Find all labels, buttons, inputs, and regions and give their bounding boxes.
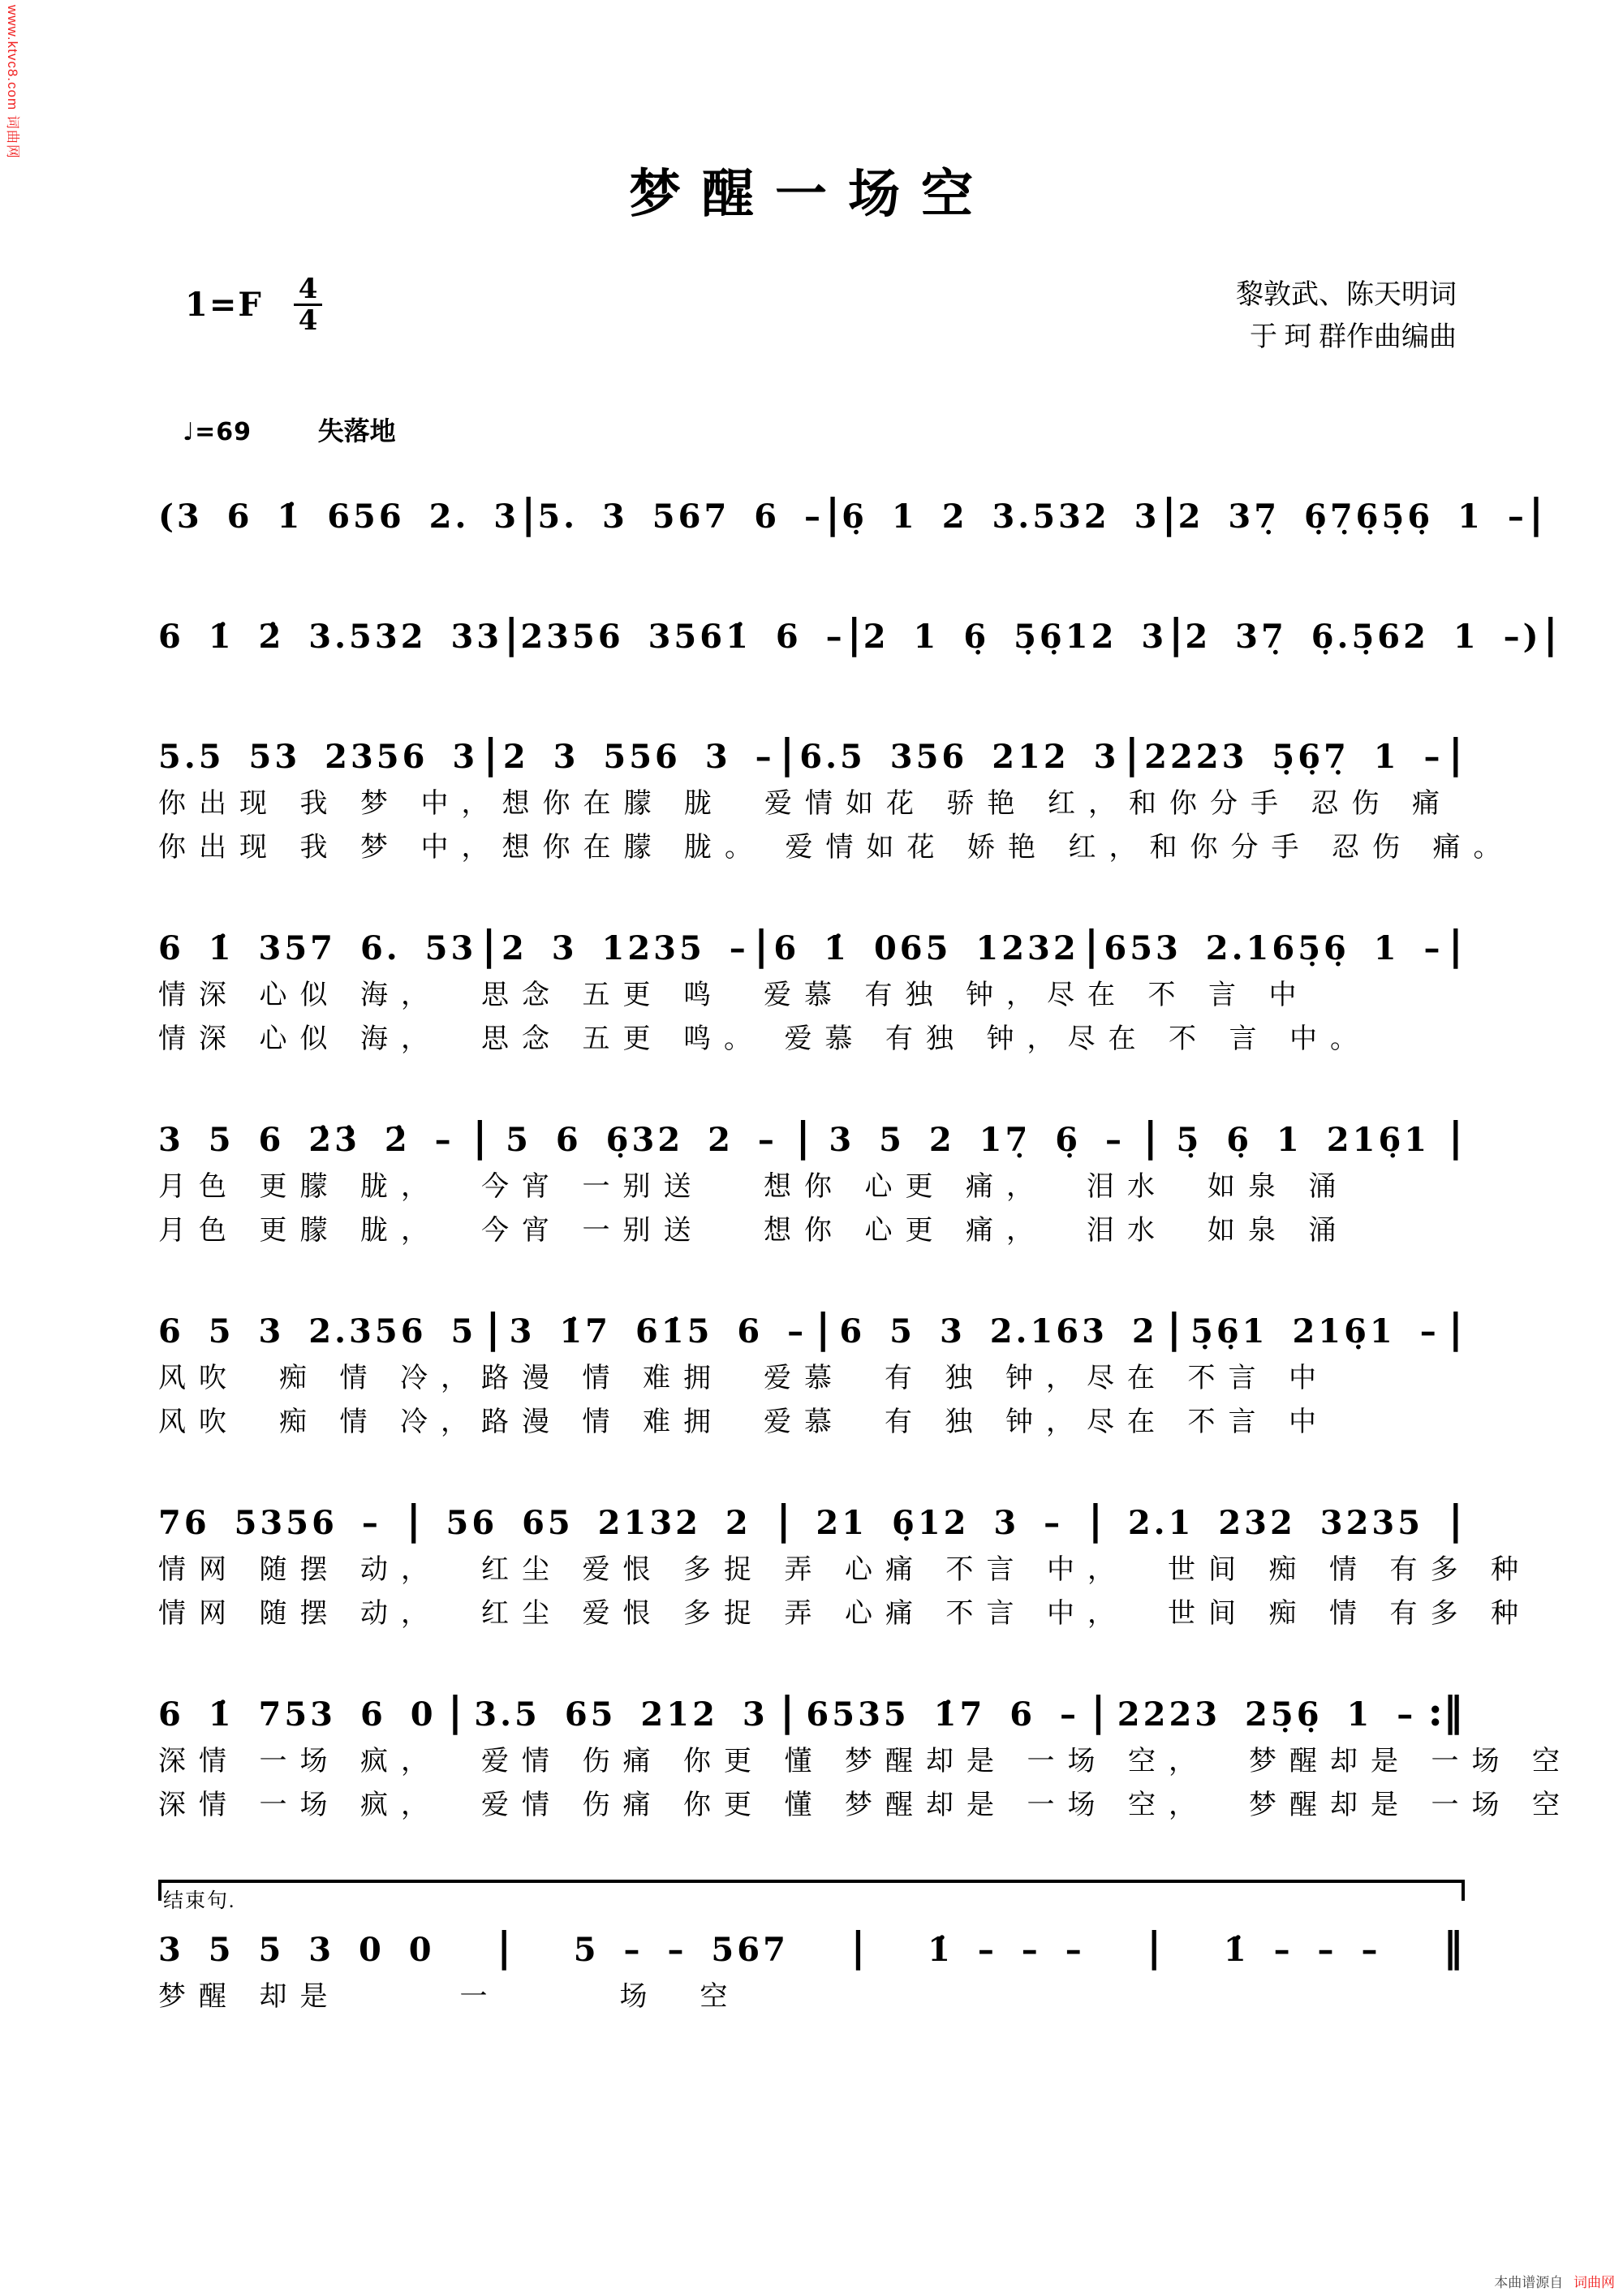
- notation-row: [158, 730, 1465, 781]
- measure: 2 3 1235 –: [501, 929, 749, 967]
- measure: 5̣6̣1 216̣1 –: [1190, 1312, 1440, 1350]
- source-prefix: 本曲谱源自: [1494, 2275, 1564, 2290]
- measure: 6̣ 1 2 3.532 3: [842, 498, 1160, 536]
- barline: |: [497, 1923, 512, 1971]
- music-line-6: [158, 1305, 1465, 1443]
- measure: 2.1 232 3235: [1127, 1504, 1424, 1542]
- measure: 3.5 65 212 3: [474, 1695, 768, 1734]
- key-time-signature: [185, 274, 322, 335]
- tempo-marking: ♩=69: [183, 418, 252, 446]
- measure: 6 5 3 2.356 5: [158, 1312, 477, 1350]
- measure: (3 6 1̇ 656 2. 3: [158, 498, 520, 536]
- measure: 2223 5̣6̣7̣ 1 –: [1144, 738, 1444, 776]
- measure: 6.5 356 212 3: [799, 738, 1120, 776]
- barline: |: [779, 730, 795, 778]
- barline: |: [1166, 1304, 1182, 1352]
- notation-row: [158, 489, 1544, 541]
- notation-row: [158, 1305, 1465, 1355]
- barline: |: [1448, 1304, 1463, 1352]
- music-line-9: [158, 1923, 1465, 2018]
- measure: 6 1̇ 753 6 0: [158, 1695, 437, 1734]
- music-line-4: [158, 922, 1465, 1060]
- watermark-site-text: www.ktvc8.com 词曲网: [5, 5, 20, 159]
- measure: 6 1̇ 2̇ 3.532 33: [158, 618, 503, 656]
- measure: 76 5356 –: [158, 1504, 381, 1542]
- barline: |: [1448, 921, 1463, 969]
- measure: 1̇ – – –: [1223, 1931, 1381, 1969]
- composer-credit: 于 珂 群作曲编曲: [1250, 322, 1457, 352]
- score: [158, 489, 1573, 2018]
- measure: 3 5 6 2̇3̇ 2̇ –: [158, 1121, 454, 1159]
- lyrics-row: 你出现 我 梦 中，想你在朦 胧 爱情如花 骄艳 红，和你分手 忍伤 痛: [158, 789, 1453, 819]
- measure: 3 5 2 17̣ 6̣ –: [829, 1121, 1125, 1159]
- source-note: [1494, 2271, 1615, 2291]
- measure: 1̇ – – –: [928, 1931, 1085, 1969]
- source-site: 词曲网: [1573, 2275, 1615, 2290]
- key-signature: 1=F: [185, 286, 263, 324]
- time-signature-numerator: 4: [294, 274, 323, 306]
- lyrics-row: 月色 更朦 胧， 今宵 一别送 想你 心更 痛， 泪水 如泉 涌: [158, 1216, 1350, 1246]
- measure: 5.5 53 2356 3: [158, 738, 479, 776]
- measure: 6 1̇ 065 1232: [773, 929, 1079, 967]
- barline: |: [1143, 1113, 1158, 1161]
- barline: |: [850, 1923, 866, 1971]
- lyrics-row: 梦醒 却是 一 场 空: [158, 1982, 741, 2012]
- barline: |: [481, 921, 497, 969]
- lyrics-row: 情网 随摆 动， 红尘 爱恨 多捉 弄 心痛 不言 中， 世间 痴 情 有多 种: [158, 1599, 1531, 1629]
- barline: |: [1083, 921, 1100, 969]
- measure: 5̣ 6̣ 1 216̣1: [1176, 1121, 1431, 1159]
- barline: |: [1087, 1496, 1104, 1544]
- barline: |: [1091, 1687, 1106, 1735]
- barline: |: [846, 610, 862, 657]
- barline: |: [795, 1113, 811, 1161]
- measure: 56 65 2132 2: [446, 1504, 751, 1542]
- barline: |: [1448, 1113, 1463, 1161]
- barline: |: [483, 730, 498, 778]
- barline: |: [504, 610, 519, 657]
- lyricists-credit: 黎敦武、陈天明词: [1236, 280, 1457, 310]
- barline: |: [485, 1304, 501, 1352]
- measure: 6535 1̇7 6 –: [806, 1695, 1080, 1734]
- barline: |: [1147, 1923, 1162, 1971]
- music-line-2: [158, 610, 1558, 661]
- lyrics-row: 风吹 痴 情 冷，路漫 情 难拥 爱慕 有 独 钟，尽在 不言 中: [158, 1407, 1329, 1437]
- measure: 6 1̇ 357 6. 53: [158, 929, 477, 967]
- measure: 5. 3 567 6 –: [537, 498, 824, 536]
- music-line-3: [158, 730, 1514, 868]
- ending-bracket: [158, 1880, 1465, 1919]
- barline: |: [779, 1687, 795, 1735]
- lyrics-row: 情深 心似 海， 思念 五更 鸣。 爱慕 有独 钟，尽在 不 言 中。: [158, 1024, 1371, 1054]
- barline: |: [1543, 610, 1558, 657]
- music-line-7: [158, 1496, 1531, 1635]
- barline: |: [824, 489, 841, 537]
- notation-row: [158, 610, 1558, 661]
- time-signature-denominator: 4: [298, 304, 318, 337]
- measure: 3 1̇7 61̇5 6 –: [509, 1312, 807, 1350]
- measure: 3 5 5 3 0 0: [158, 1931, 435, 1969]
- tempo-row: [183, 411, 1623, 448]
- barline: |: [753, 921, 769, 969]
- measure: 6 5 3 2.163 2: [839, 1312, 1158, 1350]
- barline: |: [1448, 1496, 1463, 1544]
- music-line-5: [158, 1114, 1465, 1251]
- lyrics-row: 风吹 痴 情 冷，路漫 情 难拥 爱慕 有 独 钟，尽在 不言 中: [158, 1363, 1329, 1394]
- lyrics-row: 深情 一场 疯， 爱情 伤痛 你更 懂 梦醒却是 一场 空， 梦醒却是 一场 空: [158, 1790, 1573, 1820]
- barline: |: [1528, 489, 1544, 537]
- measure: 2356 3561̇ 6 –: [520, 618, 846, 656]
- measure: 2 3 556 3 –: [502, 738, 775, 776]
- measure: 5 – – 567: [573, 1931, 789, 1969]
- expression-marking: 失落地: [317, 416, 396, 446]
- lyrics-row: 你出现 我 梦 中，想你在朦 胧。 爱情如花 娇艳 红，和你分手 忍伤 痛。: [158, 833, 1514, 863]
- credits-block: [1236, 274, 1457, 359]
- barline: |: [1124, 730, 1139, 778]
- notation-row: [158, 1114, 1465, 1164]
- barline: |: [776, 1496, 791, 1544]
- lyrics-row: 情深 心似 海， 思念 五更 鸣 爱慕 有独 钟，尽在 不 言 中: [158, 980, 1310, 1010]
- barline: |: [816, 1304, 831, 1352]
- music-line-8: [158, 1687, 1573, 1826]
- time-signature: [294, 274, 323, 335]
- notation-row: [158, 922, 1465, 972]
- measure: 21 6̣12 3 –: [816, 1504, 1064, 1542]
- barline: |: [472, 1113, 488, 1161]
- notation-row: [158, 1688, 1465, 1738]
- song-title: 梦醒一场空: [629, 164, 994, 225]
- barline: |: [1169, 610, 1184, 657]
- measure: 2223 25̣6̣ 1 –: [1117, 1695, 1417, 1734]
- lyrics-row: 深情 一场 疯， 爱情 伤痛 你更 懂 梦醒却是 一场 空， 梦醒却是 一场 空: [158, 1747, 1573, 1777]
- barline: |: [1161, 489, 1177, 537]
- measure: 653 2.165̣6̣ 1 –: [1104, 929, 1444, 967]
- meta-row: [185, 274, 1457, 359]
- notation-row: [158, 1497, 1465, 1547]
- barline: :‖: [1427, 1687, 1463, 1735]
- measure: 2 37̣ 6̣.5̣62 1 –): [1185, 618, 1542, 656]
- measure: 2 37̣ 6̣7̣6̣5̣6̣ 1 –: [1177, 498, 1527, 536]
- barline: |: [406, 1496, 421, 1544]
- notation-row: [158, 1923, 1465, 1974]
- measure: 5 6 6̣32 2 –: [506, 1121, 777, 1159]
- barline: |: [521, 489, 536, 537]
- barline: |: [447, 1687, 463, 1735]
- ending-label: 结束句.: [163, 1890, 236, 1912]
- barline: ‖: [1442, 1923, 1463, 1971]
- barline: |: [1448, 730, 1463, 778]
- lyrics-row: 情网 随摆 动， 红尘 爱恨 多捉 弄 心痛 不言 中， 世间 痴 情 有多 种: [158, 1555, 1531, 1585]
- measure: 2 1 6̣ 5̣6̣12 3: [863, 618, 1168, 656]
- music-line-1: [158, 489, 1544, 541]
- lyrics-row: 月色 更朦 胧， 今宵 一别送 想你 心更 痛， 泪水 如泉 涌: [158, 1172, 1350, 1202]
